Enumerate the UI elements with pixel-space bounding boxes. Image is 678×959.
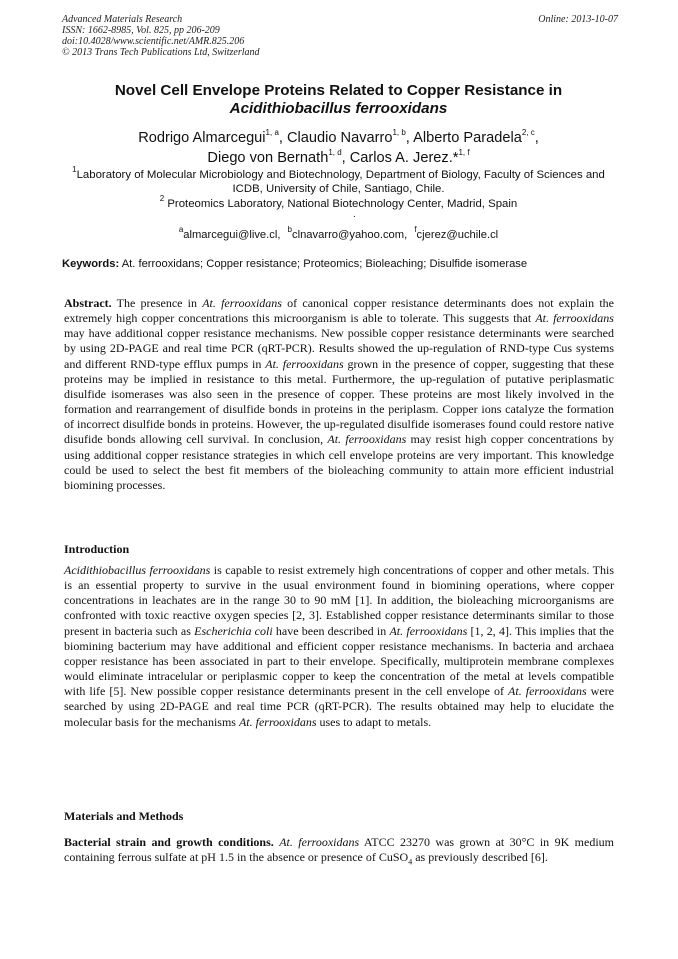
- doi: doi:10.4028/www.scientific.net/AMR.825.206: [62, 36, 245, 47]
- methods-paragraph: Bacterial strain and growth conditions. At. ferrooxidans ATCC 23270 was grown at 30°C in 9K medium containing ferrous sulfate at pH 1.5 in the absence or presence of CuSO$_4$ as previously described [6].: [64, 835, 615, 867]
- affiliation-1: $^1$Laboratory of Molecular Microbiology and Biotechnology, Department of Biology, Faculty of Sciences and ICDB, University of Chile, Santiago, Chile.: [72, 165, 605, 195]
- keywords: [62, 257, 615, 271]
- stray-dot: .: [353, 209, 356, 220]
- online-date: Online: 2013-10-07: [538, 14, 618, 25]
- author: Alberto Paradela$^{2, c}$,: [413, 128, 539, 146]
- email-list: [62, 225, 615, 242]
- journal-header: [62, 14, 260, 58]
- issn: ISSN: 1662-8985, Vol. 825, pp 206-209: [62, 25, 220, 36]
- author: Diego von Bernath$^{1, d}$,: [207, 148, 350, 166]
- author-list: [62, 128, 615, 168]
- affiliation-2: $^2$ Proteomics Laboratory, National Biotechnology Center, Madrid, Spain: [159, 194, 518, 210]
- introduction-paragraph: Acidithiobacillus ferrooxidans is capable to resist extremely high concentrations of copper and other metals. This is an essential property to survive in the usual environment found in biomining operations, where copper concentrations in leachates are in the range 30 to 90 mM [1]. In addition, the bioleaching microorganisms are confronted with toxic reactive oxygen species [2, 3]. Established copper resistance determinants similar to those present in bacteria such as Escherichia coli have been described in At. ferrooxidans [1, 2, 4]. This implies that the biomining bacterium may have additional and efficient copper resistance mechanisms. In bacteria and archaea copper resistance has been associated in part to their envelope. Specifically, multiprotein membrane complexes would eliminate intracelular or periplasmic copper to keep the concentration of the metal at levels compatible with life [5]. New possible copper resistance determinants present in the cell envelope of At. ferrooxidans were searched by using 2D-PAGE and real time PCR (qRT-PCR). The results obtained may help to elucidate the molecular basis for the mechanisms At. ferrooxidans uses to adapt to metals.: [64, 563, 614, 729]
- email-link[interactable]: $^b$clnavarro@yahoo.com,: [287, 225, 408, 241]
- keywords-label: Keywords:: [62, 258, 120, 270]
- journal-name: Advanced Materials Research: [62, 14, 183, 25]
- author: Carlos A. Jerez.*$^{1, f}$: [349, 148, 470, 166]
- email-link[interactable]: $^a$almarcegui@live.cl,: [178, 225, 281, 241]
- abstract: Abstract. The presence in At. ferrooxidans of canonical copper resistance determinants does not explain the extremely high copper concentrations this microorganism is able to tolerate. This suggests that At. ferrooxidans may have additional copper resistance mechanisms. New possible copper resistance determinants were searched by using 2D-PAGE and real time PCR (qRT-PCR). Results showed the up-regulation of RND-type Cus systems and different RND-type efflux pumps in At. ferrooxidans grown in the presence of copper, suggesting that these proteins may be implied in resistance to this metal. Furthermore, the up-regulation of putative periplasmatic disulfide isomerases was also seen in the presence of copper. These proteins are most likely involved in the formation and rearrangement of disulfide bonds in proteins in the periplasm. Copper ions catalyze the formation of incorrect disulfide bonds in proteins. However, the up-regulated disulfide isomerases found could restore native disufide bonds allowing cell survival. In conclusion, At. ferrooxidans may resist high copper concentrations by using additional copper resistance strategies in which cell envelope proteins are very important. This knowledge could be used to select the best fit members of the bioleaching community to attain more efficient industrial biomining processes.: [64, 296, 614, 492]
- section-heading-methods: Materials and Methods: [64, 809, 184, 823]
- section-heading-introduction: Introduction: [64, 542, 130, 556]
- author: Rodrigo Almarcegui$^{1, a}$,: [138, 128, 287, 146]
- keywords-text: At. ferrooxidans; Copper resistance; Proteomics; Bioleaching; Disulfide isomerase: [119, 258, 528, 270]
- author: Claudio Navarro$^{1, b}$,: [287, 128, 414, 146]
- title-line-1: Novel Cell Envelope Proteins Related to Copper Resistance in: [114, 82, 563, 99]
- copyright: © 2013 Trans Tech Publications Ltd, Switzerland: [62, 47, 260, 58]
- title-line-2: Acidithiobacillus ferrooxidans: [229, 100, 448, 117]
- email-link[interactable]: $^f$cjerez@uchile.cl: [414, 225, 499, 241]
- paper-title: [62, 82, 615, 118]
